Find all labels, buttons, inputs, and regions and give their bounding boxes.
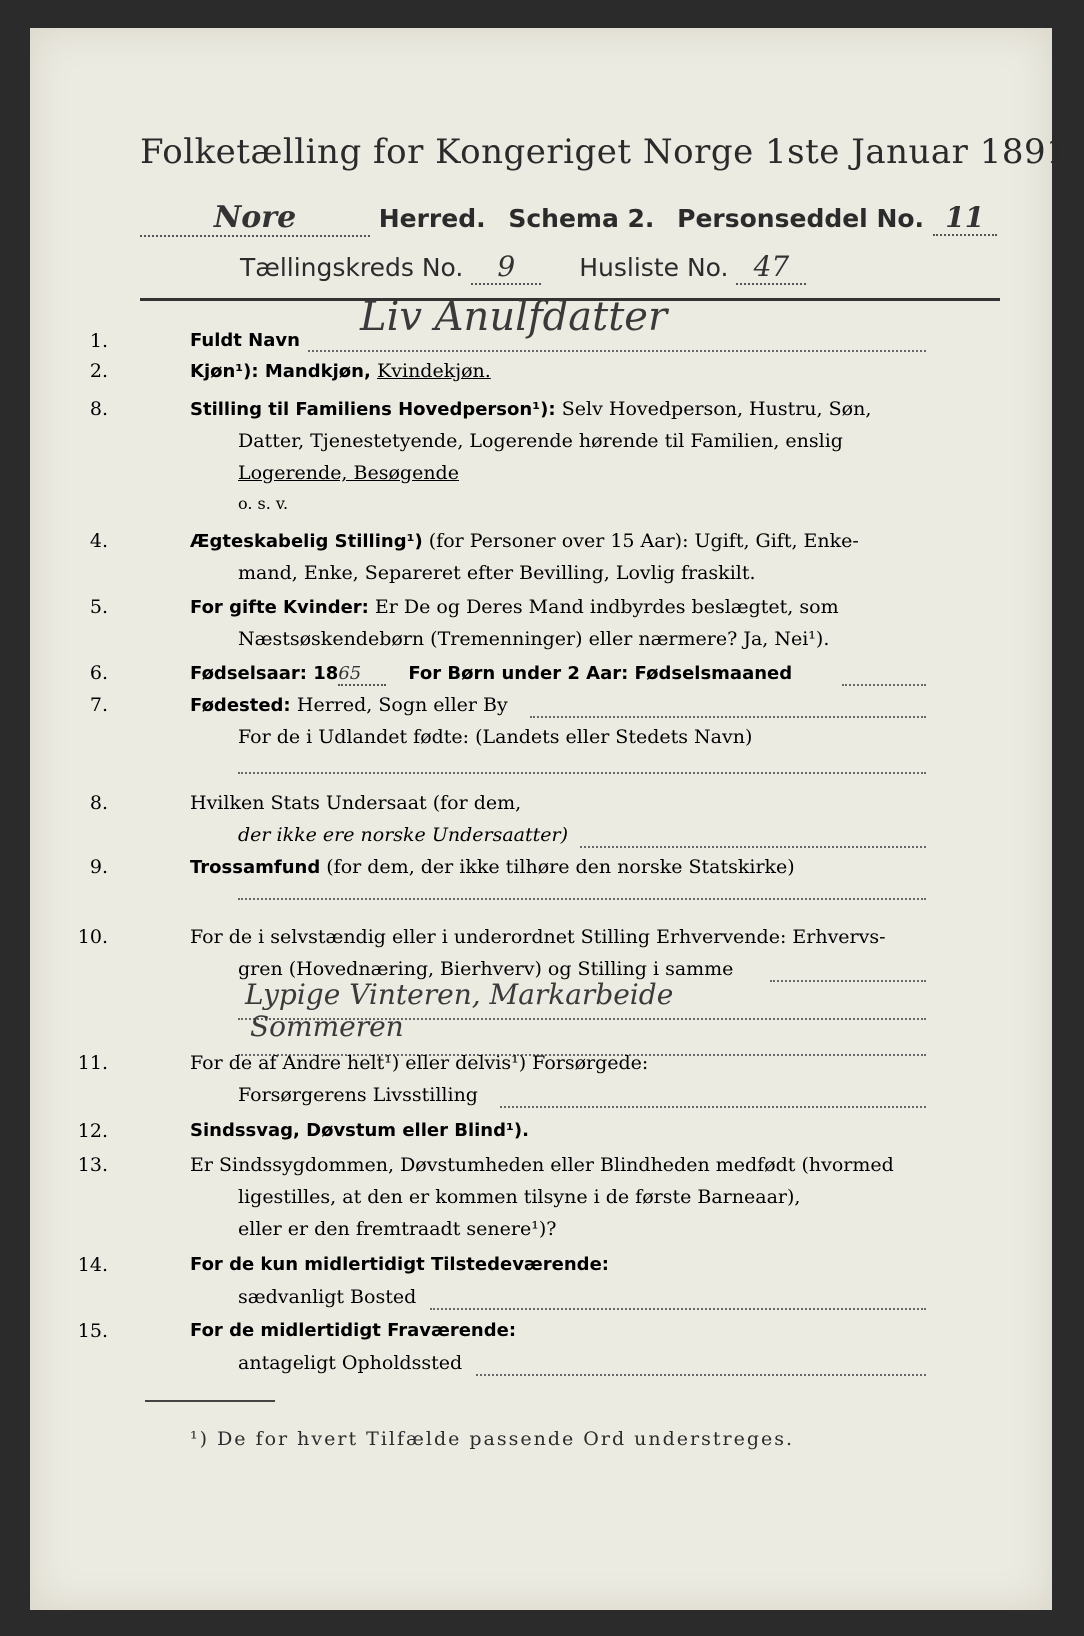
kreds-label: Tællingskreds No. xyxy=(240,253,464,282)
item-8-line-1 xyxy=(190,792,521,814)
item-6-number: 6. xyxy=(89,662,108,684)
item-3-options-1: Selv Hovedperson, Hustru, Søn, xyxy=(561,398,872,420)
item-4-number: 4. xyxy=(89,530,108,552)
item-7-text-2: For de i Udlandet fødte: (Landets eller Stedets Navn) xyxy=(238,726,753,748)
item-14-text: sædvanligt Bosted xyxy=(238,1286,417,1308)
item-5-number: 5. xyxy=(89,596,108,618)
item-6-text: For Børn under 2 Aar: Fødselsmaaned xyxy=(408,663,793,684)
item-6-label: Fødselsaar: 18 xyxy=(190,663,339,684)
item-10-fill-line-1 xyxy=(770,980,926,982)
item-8-label: Hvilken Stats Undersaat xyxy=(190,792,427,814)
item-6-year-value: 65 xyxy=(338,663,386,686)
schema-label: Schema 2. xyxy=(508,204,655,233)
item-8-fill-line xyxy=(580,846,926,848)
item-8-text-2: der ikke ere norske Undersaatter) xyxy=(238,824,568,846)
item-15-fill-line xyxy=(476,1374,926,1376)
item-3-options-4: o. s. v. xyxy=(238,494,289,513)
item-4-label: Ægteskabelig Stilling¹) xyxy=(190,531,423,552)
item-14-label: For de kun midlertidigt Tilstedeværende: xyxy=(190,1254,609,1275)
item-2-number: 2. xyxy=(89,360,108,382)
item-1-label: Fuldt Navn xyxy=(190,330,300,351)
item-14-fill-line xyxy=(430,1308,926,1310)
item-11-label: For de af Andre helt¹) eller delvis¹) Forsørgede: xyxy=(190,1052,649,1074)
item-7-label: Fødested: xyxy=(190,695,297,716)
item-10-occupation-value-2: Sommeren xyxy=(250,1010,404,1043)
item-10-number: 10. xyxy=(77,926,108,948)
item-12-number: 12. xyxy=(77,1120,108,1142)
item-5-text-1: Er De og Deres Mand indbyrdes beslægtet, som xyxy=(368,596,839,618)
kreds-row xyxy=(240,250,806,285)
item-10-text: gren (Hovednæring, Bierhverv) og Stilling i samme xyxy=(238,958,734,980)
item-7-number: 7. xyxy=(89,694,108,716)
item-15-text: antageligt Opholdssted xyxy=(238,1352,463,1374)
item-4-text-2: mand, Enke, Separeret efter Bevilling, Lovlig fraskilt. xyxy=(238,562,756,584)
item-7-fill-line-2 xyxy=(238,772,926,774)
item-8-number: 8. xyxy=(89,792,108,814)
item-13-text-1: ligestilles, at den er kommen tilsyne i de første Barneaar), xyxy=(238,1186,801,1208)
item-4-text-1: (for Personer over 15 Aar): Ugift, Gift, Enke- xyxy=(422,530,859,552)
item-3-number: 8. xyxy=(89,398,108,420)
item-11-text: Forsørgerens Livsstilling xyxy=(238,1084,478,1106)
item-9-fill-line xyxy=(238,898,926,900)
husliste-label: Husliste No. xyxy=(579,253,729,282)
item-8-text-1: (for dem, xyxy=(426,792,522,814)
item-7-text-1: Herred, Sogn eller By xyxy=(296,694,508,716)
footnote-rule xyxy=(145,1400,275,1402)
herred-row xyxy=(140,200,997,237)
item-3-label: Stilling til Familiens Hovedperson¹): xyxy=(190,399,562,420)
footnote: ¹) De for hvert Tilfælde passende Ord understreges. xyxy=(190,1428,795,1450)
item-10-label: For de i selvstændig eller i underordnet Stilling Erhvervende: Erhvervs- xyxy=(190,926,886,948)
item-6-line xyxy=(190,662,792,686)
item-12-label: Sindssvag, Døvstum eller Blind¹). xyxy=(190,1120,529,1141)
item-3-options-2: Datter, Tjenestetyende, Logerende hørende til Familien, enslig xyxy=(238,430,843,452)
item-13-text-2: eller er den fremtraadt senere¹)? xyxy=(238,1218,557,1240)
item-15-number: 15. xyxy=(77,1320,108,1342)
item-3-options-3: Logerende, Besøgende xyxy=(238,462,459,484)
personseddel-label: Personseddel No. xyxy=(677,204,925,233)
item-9-label: Trossamfund xyxy=(190,857,321,878)
item-4-line-1 xyxy=(190,530,859,552)
item-10-occupation-value-1: Lypige Vinteren, Markarbeide xyxy=(245,978,674,1011)
item-9-line xyxy=(190,856,795,878)
personseddel-value: 11 xyxy=(933,201,997,236)
item-7-fill-line-1 xyxy=(530,716,926,718)
item-5-label: For gifte Kvinder: xyxy=(190,597,369,618)
herred-value: Nore xyxy=(140,200,370,237)
item-1-name-value: Liv Anulfdatter xyxy=(360,294,668,340)
item-2-label: Kjøn¹): Mandkjøn, xyxy=(190,361,378,382)
item-2-line xyxy=(190,360,491,382)
item-13-number: 13. xyxy=(77,1154,108,1176)
census-form-sheet xyxy=(30,28,1080,1610)
item-3-line-1 xyxy=(190,398,871,420)
item-1-fill-line xyxy=(308,350,926,352)
kreds-value: 9 xyxy=(471,250,541,285)
item-9-number: 9. xyxy=(89,856,108,878)
item-11-fill-line xyxy=(500,1106,926,1108)
herred-label: Herred. xyxy=(378,204,486,233)
item-2-option: Kvindekjøn. xyxy=(377,360,491,382)
item-9-text: (for dem, der ikke tilhøre den norske Statskirke) xyxy=(320,856,795,878)
item-14-number: 14. xyxy=(77,1254,108,1276)
item-15-label: For de midlertidigt Fraværende: xyxy=(190,1320,517,1341)
item-5-line-1 xyxy=(190,596,839,618)
item-6-fill-line xyxy=(842,684,926,686)
item-5-text-2: Næstsøskendebørn (Tremenninger) eller nærmere? Ja, Nei¹). xyxy=(238,628,830,650)
item-7-line-1 xyxy=(190,694,508,716)
item-11-number: 11. xyxy=(77,1052,108,1074)
item-13-label: Er Sindssygdommen, Døvstumheden eller Blindheden medfødt (hvormed xyxy=(190,1154,894,1176)
husliste-value: 47 xyxy=(736,250,806,285)
form-title: Folketælling for Kongeriget Norge 1ste Januar 1891. xyxy=(140,132,1080,172)
item-1-number: 1. xyxy=(89,330,108,352)
